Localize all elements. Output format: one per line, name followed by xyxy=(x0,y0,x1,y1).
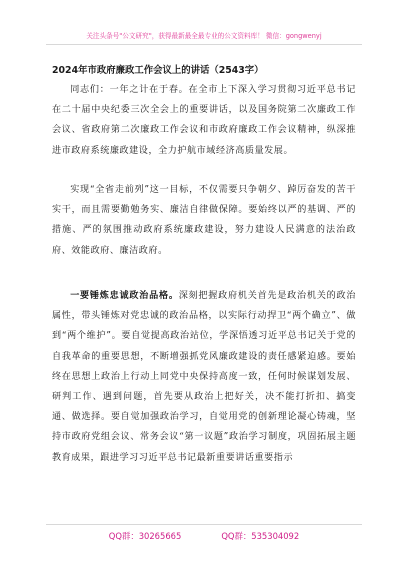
paragraph-text: 深刻把握政府机关首先是政治机关的政治属性，带头锤炼对党忠诚的政治品格，以实际行动捍卫“两个确立”、做到“两个维护”。要自觉提高政治站位，学深悟透习近平总书记关于党的自我革命的重要思想，不断增强抓党风廉政建设的责任感紧迫感。要始终在思想上政治上行动上同党中央保持高度一致，任何时候谋划发展、研判工作、遇到问题，首先要从政治上把好关，决不能打折扣、搞变通、做选择。要自觉加强政治学习，自觉用党的创新理论凝心铸魂，坚持市政府党组会议、常务会议“第一议题”政治学习制度，巩固拓展主题教育成果，跟进学习习近平总书记最新重要讲话重要指示 xyxy=(52,291,356,463)
header-divider xyxy=(46,44,362,45)
paragraph-point-one xyxy=(52,286,356,468)
footer xyxy=(0,530,408,542)
paragraph-heading: 一要锤炼忠诚政治品格。 xyxy=(70,290,179,301)
document-title: 2024年市政府廉政工作会议上的讲话（2543字） xyxy=(52,65,264,76)
top-banner: 关注头条号"公文研究"，获得最新最全最专业的公文资料库！ 微信：gongwenyj xyxy=(86,32,322,40)
paragraph-goal xyxy=(52,180,356,261)
paragraph-text: 实现“全省走前列”这一目标，不仅需要只争朝夕、踔厉奋发的苦干实干，而且需要勤勉务实、廉洁自律做保障。要始终以严的基调、严的措施、严的氛围推动政府系统廉政建设，努力建设人民满意的法治政府、效能政府、廉洁政府。 xyxy=(52,185,356,256)
footer-divider xyxy=(46,524,362,525)
paragraph-opening xyxy=(52,80,356,161)
paragraph-text: 同志们：一年之计在于春。在全市上下深入学习贯彻习近平总书记在二十届中央纪委三次全会上的重要讲话，以及国务院第二次廉政工作会议、省政府第二次廉政工作会议和市政府廉政工作会议精神，纵深推进市政府系统廉政建设，全力护航市域经济高质量发展。 xyxy=(52,85,356,156)
footer-qq-group-2: QQ群：535304092 xyxy=(221,531,300,541)
footer-qq-group-1: QQ群：30265665 xyxy=(108,531,182,541)
